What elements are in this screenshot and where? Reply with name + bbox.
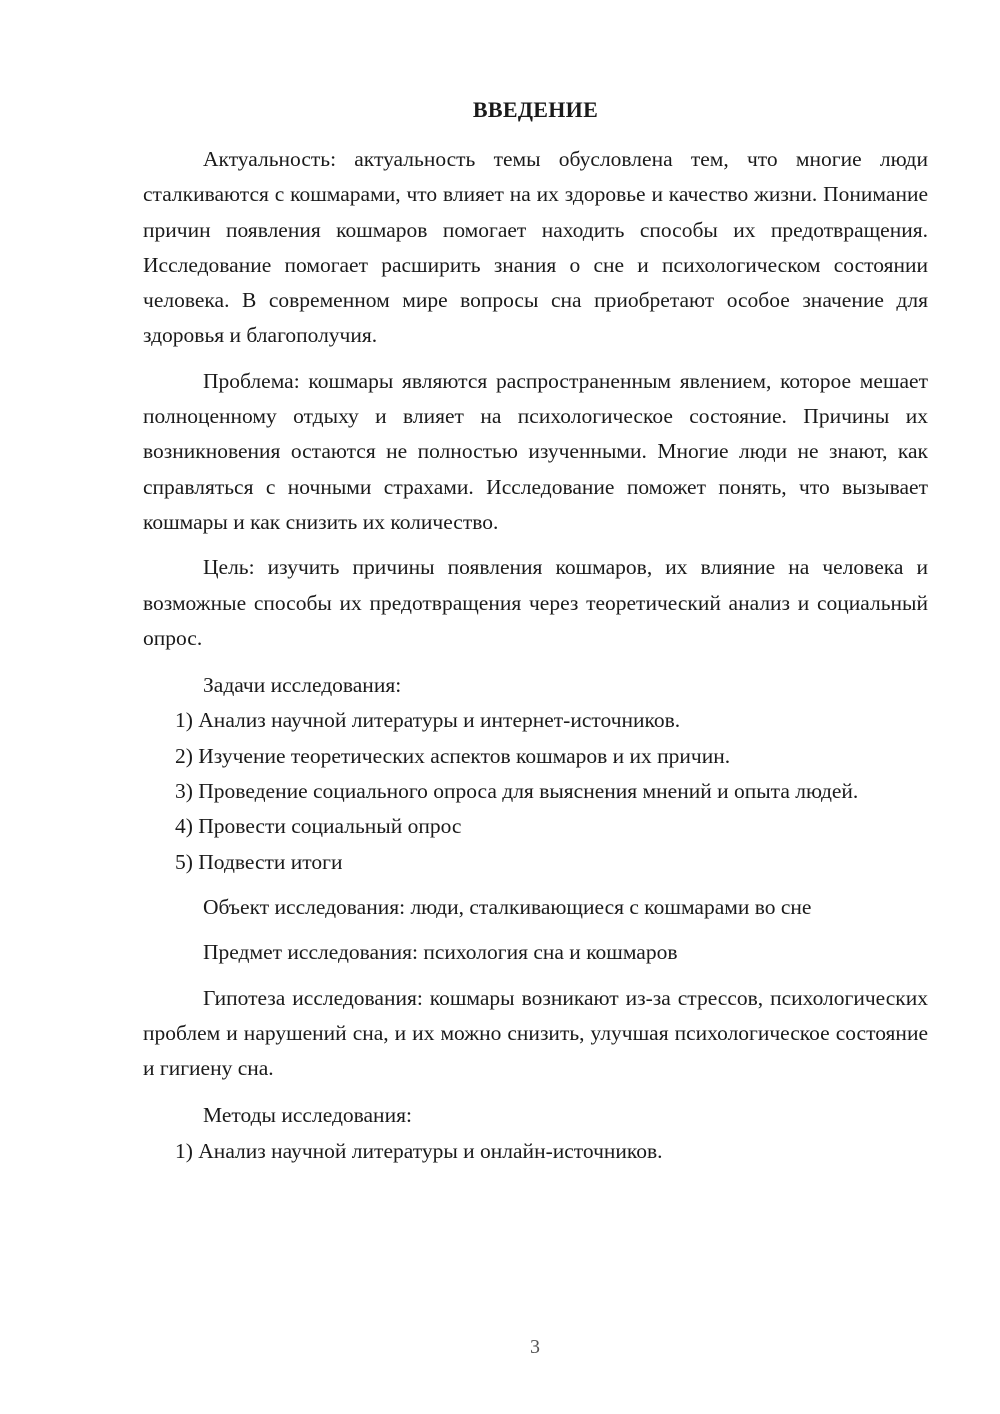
- problem-paragraph: Проблема: кошмары являются распространенным явлением, которое мешает полноценному отдыху и влияет на психологическое состояние. Причины их возникновения остаются не полностью изученными. Многие люди не знают, как справляться с ночными страхами. Исследование поможет понять, что вызывает кошмары и как снизить их количество.: [143, 368, 928, 534]
- subject-paragraph: Предмет исследования: психология сна и кошмаров: [203, 940, 678, 965]
- document-page: [143, 96, 928, 1169]
- page-title: ВВЕДЕНИЕ: [472, 97, 599, 122]
- tasks-heading: Задачи исследования:: [203, 673, 402, 698]
- hypothesis-paragraph: Гипотеза исследования: кошмары возникают из-за стрессов, психологических проблем и нарушений сна, и их можно снизить, улучшая психологическое состояние и гигиену сна.: [143, 985, 928, 1081]
- task-item: 1) Анализ научной литературы и интернет-источников.: [175, 708, 681, 733]
- task-item: 3) Проведение социального опроса для выяснения мнений и опыта людей.: [175, 779, 859, 804]
- methods-heading: Методы исследования:: [203, 1103, 412, 1128]
- task-item: 5) Подвести итоги: [175, 849, 343, 874]
- task-item: 4) Провести социальный опрос: [175, 814, 462, 839]
- method-item: 1) Анализ научной литературы и онлайн-источников.: [175, 1138, 663, 1163]
- object-paragraph: Объект исследования: люди, сталкивающиеся с кошмарами во сне: [203, 894, 812, 919]
- goal-paragraph: Цель: изучить причины появления кошмаров, их влияние на человека и возможные способы их предотвращения через теоретический анализ и социальный опрос.: [143, 555, 928, 650]
- page-number: 3: [530, 1336, 540, 1358]
- task-item: 2) Изучение теоретических аспектов кошмаров и их причин.: [175, 743, 731, 768]
- relevance-paragraph: Актуальность: актуальность темы обусловлена тем, что многие люди сталкиваются с кошмарами, что влияет на их здоровье и качество жизни. Понимание причин появления кошмаров помогает находить способы их предотвращения. Исследование помогает расширить знания о сне и психологическом состоянии человека. В современном мире вопросы сна приобретают особое значение для здоровья и благополучия.: [143, 147, 928, 348]
